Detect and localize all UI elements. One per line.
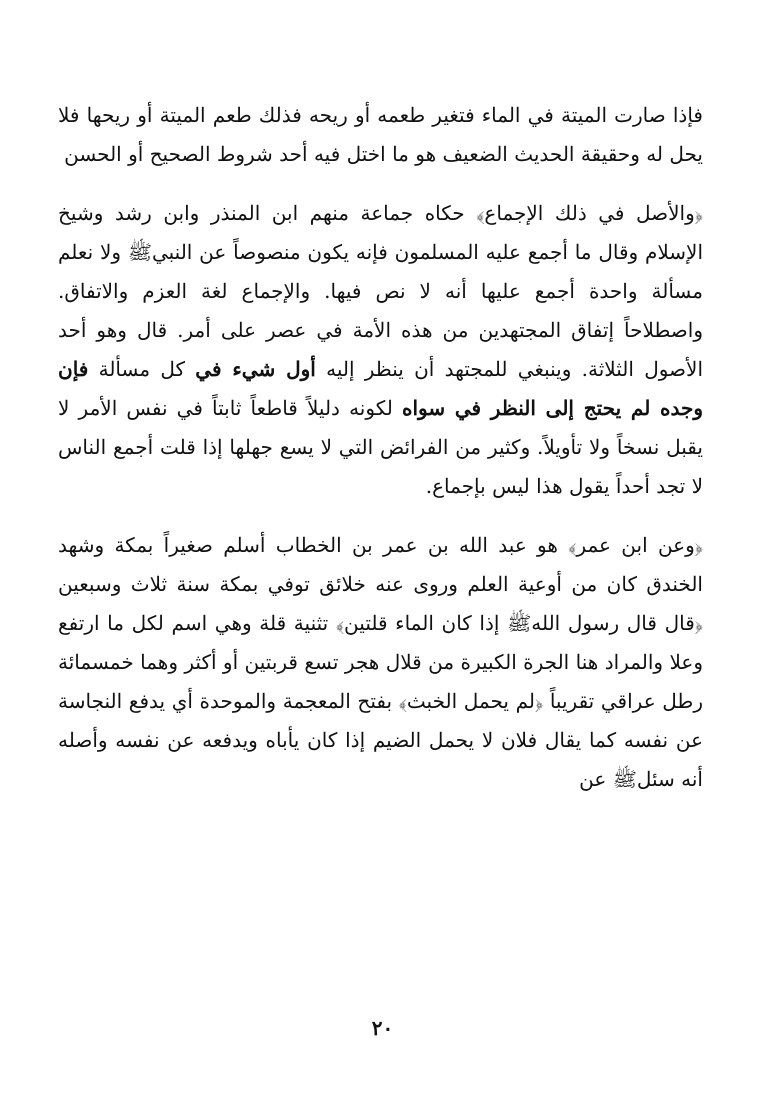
paragraph-2 bbox=[58, 194, 703, 506]
paragraph-1-text: فإذا صارت الميتة في الماء فتغير طعمه أو ريحه فذلك طعم الميتة أو ريحها فلا يحل له وحقيقة الحديث الضعيف هو ما اختل فيه أحد شروط الصحيح أو الحسن bbox=[58, 103, 703, 166]
paragraph-2-text: ﴿والأصل في ذلك الإجماع﴾ حكاه جماعة منهم ابن المنذر وابن رشد وشيخ الإسلام وقال ما أجمع عليه المسلمون فإنه يكون منصوصاً عن النبيﷺ ولا نعلم مسألة واحدة أجمع عليها أنه لا نص فيها. والإجماع لغة العزم والاتفاق. واصطلاحاً إتفاق المجتهدين من هذه الأمة في عصر على أمر. قال وهو أحد الأصول الثلاثة. وينبغي للمجتهد أن ينظر إليه bbox=[58, 201, 703, 381]
page-number: ٢٠ bbox=[371, 1016, 394, 1040]
paragraph-3-text: ﴿وعن ابن عمر﴾ هو عبد الله بن عمر بن الخطاب أسلم صغيراً بمكة وشهد الخندق كان من أوعية العلم وروى عنه خلائق توفي بمكة سنة ثلاث وسبعين ﴿قال قال رسول اللهﷺ إذا كان الماء قلتين﴾ تثنية قلة وهي اسم لكل ما ارتفع وعلا والمراد هنا الجرة الكبيرة من قلال هجر تسع قربتين أو أكثر وهما خمسمائة رطل عراقي تقريباً ﴿لم يحمل الخبث﴾ بفتح المعجمة والموحدة أي يدفع النجاسة عن نفسه كما يقال فلان لا يحمل الضيم إذا كان يأباه ويدفعه عن نفسه وأصله أنه سئلﷺ عن bbox=[58, 533, 703, 791]
bold-phrase-if-found: فإن وجده لم يحتج إلى النظر في سواه bbox=[58, 357, 704, 420]
paragraph-2-text-c: لكونه دليلاً قاطعاً ثابتاً في نفس الأمر لا يقبل نسخاً ولا تأويلاً. وكثير من الفرائض التي لا يسع جهلها إذا قلت أجمع الناس لا تجد أحداً يقول هذا ليس بإجماع. bbox=[58, 396, 703, 498]
bold-phrase-first-thing: أول شيء في bbox=[195, 357, 316, 381]
body-text bbox=[58, 96, 703, 819]
paragraph-1 bbox=[58, 96, 703, 174]
paragraph-2-text-b: كل مسألة bbox=[98, 357, 186, 381]
paragraph-3 bbox=[58, 526, 703, 799]
